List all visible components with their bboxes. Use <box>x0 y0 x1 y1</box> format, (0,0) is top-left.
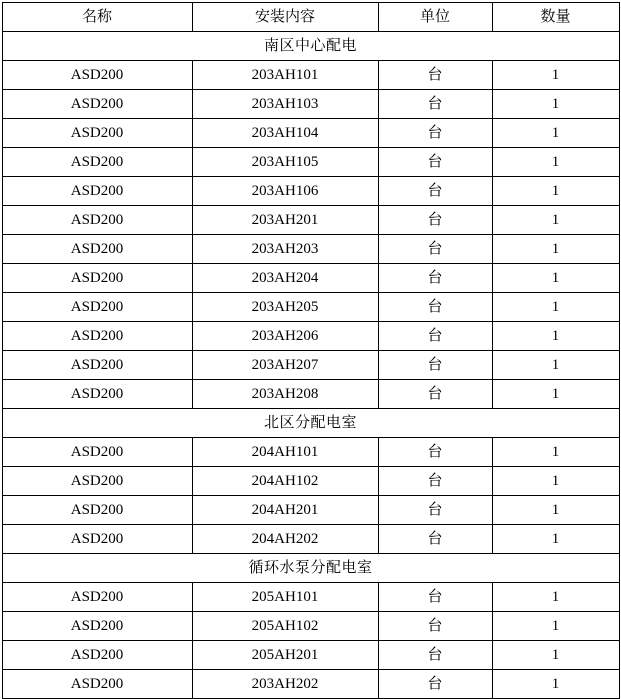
cell-name: ASD200 <box>2 235 192 264</box>
cell-unit: 台 <box>378 438 492 467</box>
cell-install-content: 205AH101 <box>192 583 378 612</box>
cell-unit: 台 <box>378 670 492 699</box>
table-row <box>2 322 619 351</box>
column-header-quantity: 数量 <box>492 3 619 32</box>
cell-quantity: 1 <box>492 61 619 90</box>
cell-install-content: 204AH101 <box>192 438 378 467</box>
cell-name: ASD200 <box>2 351 192 380</box>
cell-unit: 台 <box>378 641 492 670</box>
cell-name: ASD200 <box>2 90 192 119</box>
cell-quantity: 1 <box>492 438 619 467</box>
cell-name: ASD200 <box>2 467 192 496</box>
cell-quantity: 1 <box>492 235 619 264</box>
cell-unit: 台 <box>378 61 492 90</box>
cell-unit: 台 <box>378 322 492 351</box>
cell-unit: 台 <box>378 177 492 206</box>
cell-quantity: 1 <box>492 119 619 148</box>
cell-install-content: 203AH202 <box>192 670 378 699</box>
table-section-row <box>2 32 619 61</box>
cell-unit: 台 <box>378 293 492 322</box>
cell-unit: 台 <box>378 583 492 612</box>
cell-name: ASD200 <box>2 177 192 206</box>
table-row <box>2 583 619 612</box>
cell-install-content: 204AH102 <box>192 467 378 496</box>
cell-name: ASD200 <box>2 322 192 351</box>
cell-install-content: 203AH205 <box>192 293 378 322</box>
table-row <box>2 467 619 496</box>
table-row <box>2 496 619 525</box>
cell-install-content: 203AH106 <box>192 177 378 206</box>
cell-quantity: 1 <box>492 322 619 351</box>
cell-name: ASD200 <box>2 525 192 554</box>
cell-name: ASD200 <box>2 264 192 293</box>
cell-install-content: 203AH206 <box>192 322 378 351</box>
table-row <box>2 90 619 119</box>
table-row <box>2 148 619 177</box>
cell-install-content: 203AH105 <box>192 148 378 177</box>
cell-unit: 台 <box>378 206 492 235</box>
column-header-name: 名称 <box>2 3 192 32</box>
cell-install-content: 203AH104 <box>192 119 378 148</box>
table-row <box>2 351 619 380</box>
cell-unit: 台 <box>378 119 492 148</box>
cell-unit: 台 <box>378 496 492 525</box>
cell-quantity: 1 <box>492 293 619 322</box>
table-body <box>2 32 619 699</box>
cell-quantity: 1 <box>492 148 619 177</box>
cell-quantity: 1 <box>492 351 619 380</box>
cell-install-content: 204AH202 <box>192 525 378 554</box>
column-header-unit: 单位 <box>378 3 492 32</box>
table-header-row <box>2 3 619 32</box>
cell-install-content: 203AH204 <box>192 264 378 293</box>
cell-quantity: 1 <box>492 206 619 235</box>
table-row <box>2 641 619 670</box>
cell-install-content: 203AH207 <box>192 351 378 380</box>
cell-quantity: 1 <box>492 264 619 293</box>
cell-install-content: 205AH102 <box>192 612 378 641</box>
section-label: 南区中心配电 <box>2 32 619 61</box>
cell-quantity: 1 <box>492 641 619 670</box>
section-label: 循环水泵分配电室 <box>2 554 619 583</box>
table-row <box>2 380 619 409</box>
cell-quantity: 1 <box>492 177 619 206</box>
cell-quantity: 1 <box>492 583 619 612</box>
cell-install-content: 203AH101 <box>192 61 378 90</box>
cell-name: ASD200 <box>2 293 192 322</box>
cell-name: ASD200 <box>2 583 192 612</box>
cell-install-content: 203AH201 <box>192 206 378 235</box>
cell-unit: 台 <box>378 264 492 293</box>
equipment-installation-table <box>2 2 620 699</box>
table-row <box>2 177 619 206</box>
table-row <box>2 235 619 264</box>
cell-unit: 台 <box>378 235 492 264</box>
table-section-row <box>2 554 619 583</box>
cell-quantity: 1 <box>492 380 619 409</box>
table-row <box>2 264 619 293</box>
cell-unit: 台 <box>378 351 492 380</box>
cell-unit: 台 <box>378 525 492 554</box>
table-header <box>2 3 619 32</box>
column-header-content: 安装内容 <box>192 3 378 32</box>
cell-install-content: 203AH208 <box>192 380 378 409</box>
cell-name: ASD200 <box>2 641 192 670</box>
cell-install-content: 204AH201 <box>192 496 378 525</box>
cell-name: ASD200 <box>2 206 192 235</box>
table-row <box>2 438 619 467</box>
cell-quantity: 1 <box>492 467 619 496</box>
table-row <box>2 206 619 235</box>
cell-unit: 台 <box>378 90 492 119</box>
table-row <box>2 119 619 148</box>
cell-quantity: 1 <box>492 496 619 525</box>
cell-quantity: 1 <box>492 670 619 699</box>
table-row <box>2 612 619 641</box>
cell-unit: 台 <box>378 467 492 496</box>
table-row <box>2 670 619 699</box>
table-row <box>2 293 619 322</box>
cell-unit: 台 <box>378 148 492 177</box>
cell-name: ASD200 <box>2 380 192 409</box>
cell-unit: 台 <box>378 612 492 641</box>
table-row <box>2 525 619 554</box>
section-label: 北区分配电室 <box>2 409 619 438</box>
table-row <box>2 61 619 90</box>
cell-name: ASD200 <box>2 61 192 90</box>
table-section-row <box>2 409 619 438</box>
cell-name: ASD200 <box>2 612 192 641</box>
cell-quantity: 1 <box>492 612 619 641</box>
cell-name: ASD200 <box>2 670 192 699</box>
cell-name: ASD200 <box>2 119 192 148</box>
cell-name: ASD200 <box>2 438 192 467</box>
cell-install-content: 203AH103 <box>192 90 378 119</box>
cell-install-content: 205AH201 <box>192 641 378 670</box>
cell-unit: 台 <box>378 380 492 409</box>
cell-quantity: 1 <box>492 525 619 554</box>
cell-name: ASD200 <box>2 148 192 177</box>
cell-quantity: 1 <box>492 90 619 119</box>
cell-name: ASD200 <box>2 496 192 525</box>
cell-install-content: 203AH203 <box>192 235 378 264</box>
